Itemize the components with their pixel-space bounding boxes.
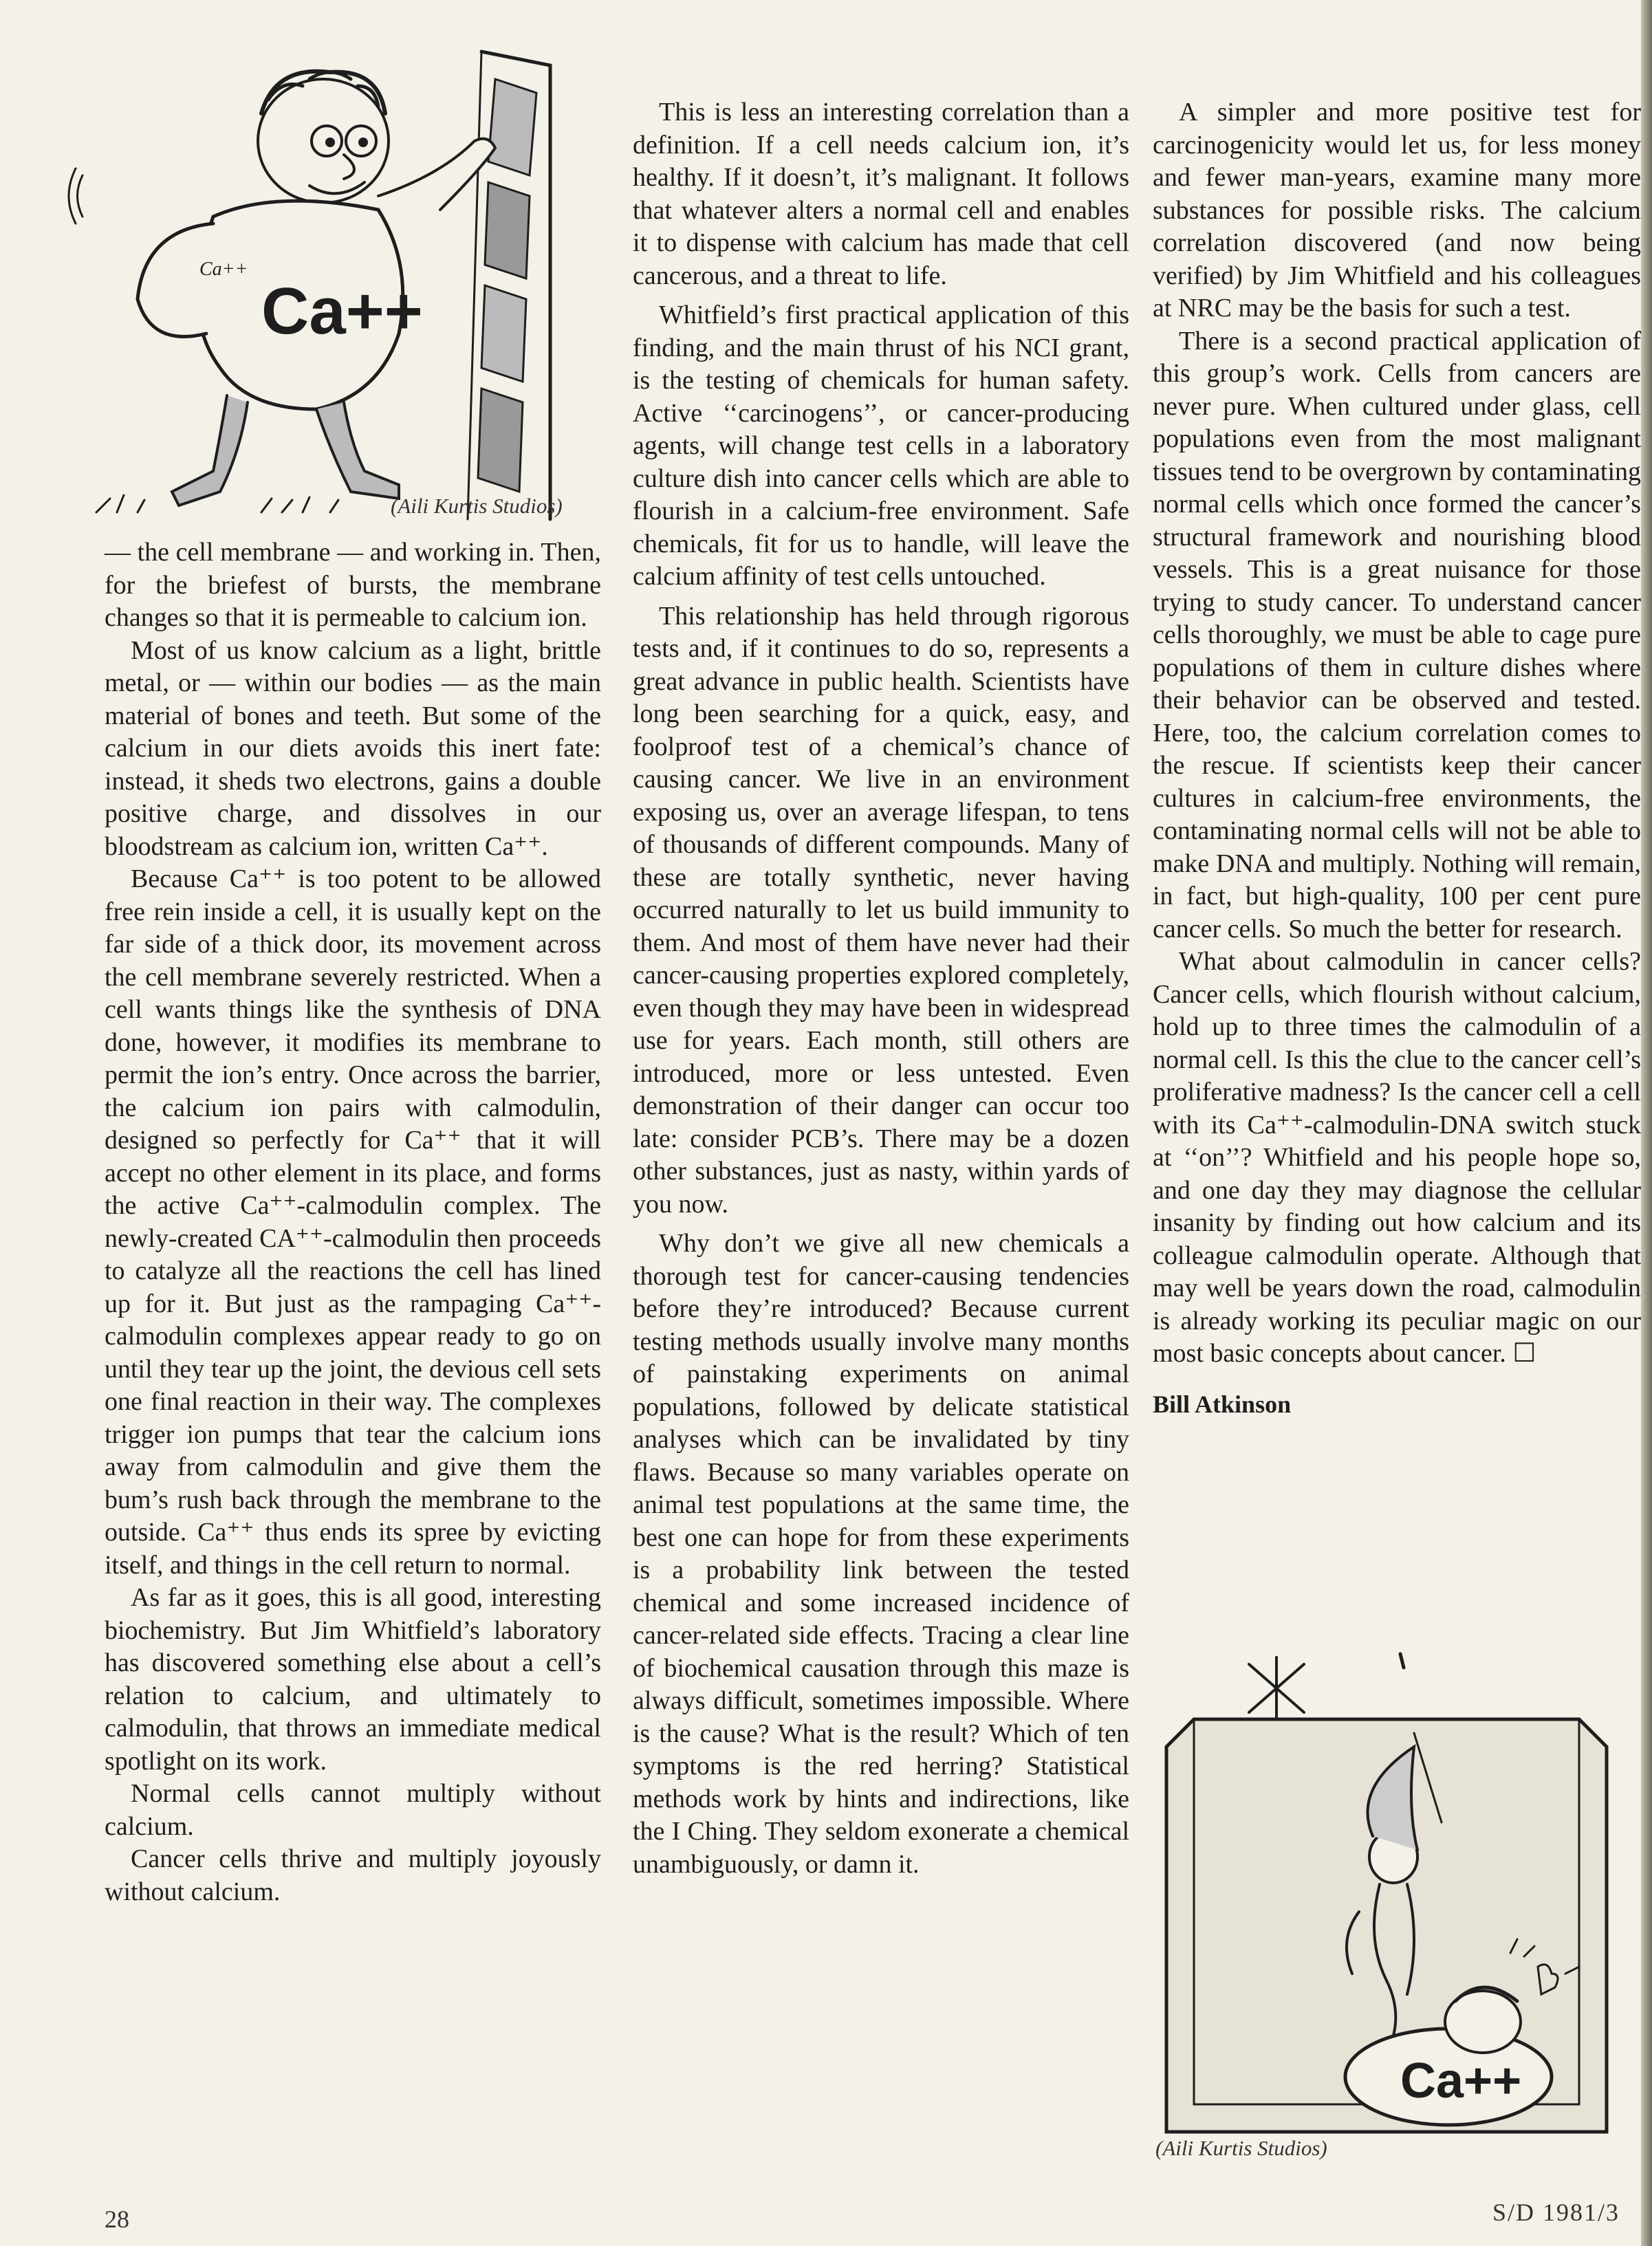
illustration-ca-label: Ca++ xyxy=(261,274,423,348)
paragraph: Normal cells cannot multiply without calcium. xyxy=(105,1779,601,1841)
paragraph: Whitfield’s first practical application of this finding, and the main thrust of his NCI grant, is the testing of chemicals for human safety. Active ‘‘carcinogens’’, or cancer-producing agents, will change test cells in a laboratory culture dish into cancer cells which are able to flourish in a calcium-free environment. Safe chemicals, fit for us to handle, will leave the calcium affinity of test cells untouched. xyxy=(633,301,1129,591)
article-column-1 xyxy=(105,536,601,1908)
illustration-ca-strongman xyxy=(55,38,605,526)
paragraph: Cancer cells thrive and multiply joyously without calcium. xyxy=(105,1844,601,1906)
illustration-credit-bottom: (Aili Kurtis Studios) xyxy=(1155,2136,1327,2160)
page-number: 28 xyxy=(105,2205,129,2233)
illustration-ca-small-label: Ca++ xyxy=(199,259,248,280)
article-column-3 xyxy=(1153,96,1641,1421)
illustration-credit-top: (Aili Kurtis Studios) xyxy=(391,494,563,518)
paragraph: As far as it goes, this is all good, interesting biochemistry. But Jim Whitfield’s laboratory has discovered something else about a cell’s relation to calcium, and ultimately to calmodulin, that throws an immediate medical spotlight on its work. xyxy=(105,1583,601,1776)
paragraph: Because Ca⁺⁺ is too potent to be allowed free rein inside a cell, it is usually kept on the far side of a thick door, its movement across the cell membrane severely restricted. When a cell wants things like the synthesis of DNA done, however, it modifies its membrane to permit the ion’s entry. Once across the barrier, the calcium ion pairs with calmodulin, designed so perfectly for Ca⁺⁺ that it will accept no other element in its place, and forms the active Ca⁺⁺-calmodulin complex. The newly-created CA⁺⁺-calmodulin then proceeds to catalyze all the reactions the cell has lined up for it. But just as the rampaging Ca⁺⁺-calmodulin complexes appear ready to go on until they tear up the joint, the devious cell sets one final reaction in their way. The complexes trigger ion pumps that tear the calcium ions away from calmodulin and give them the bum’s rush back through the membrane to the outside. Ca⁺⁺ thus ends its spree by evicting itself, and things in the cell return to normal. xyxy=(105,864,601,1580)
illustration-ca-label-2: Ca++ xyxy=(1400,2053,1522,2108)
illustration-ca-fairy xyxy=(1153,1650,1634,2180)
page-edge-shadow xyxy=(1641,0,1652,2246)
paragraph: There is a second practical application of this group’s work. Cells from cancers are never pure. When cultured under glass, cell populations even from the most malignant tissues tend to be overgrown by contaminating normal cells which once formed the cancer’s structural framework and nourishing blood vessels. This is a great nuisance for those trying to study cancer. To understand cancer cells thoroughly, we must be able to cage pure populations of them in culture dishes where their behavior can be observed and tested. Here, too, the calcium correlation comes to the rescue. If scientists keep their cancer cultures in calcium-free environments, the contaminating normal cells will not be able to make DNA and multiply. Nothing will remain, in fact, but high-quality, 100 per cent pure cancer cells. So much the better for research. xyxy=(1153,326,1641,944)
author-byline: Bill Atkinson xyxy=(1153,1390,1292,1418)
paragraph: Most of us know calcium as a light, brittle metal, or — within our bodies — as the main material of bones and teeth. But some of the calcium in our diets avoids this inert fate: instead, it sheds two electrons, gains a double positive charge, and dissolves in our bloodstream as calcium ion, written Ca⁺⁺. xyxy=(105,635,601,861)
paragraph: Why don’t we give all new chemicals a thorough test for cancer-causing tendencies before they’re introduced? Because current testing methods usually involve many months of painstaking experiments on animal populations, followed by delicate statistical analyses which can be invalidated by tiny flaws. Because so many variables operate on animal test populations at the same time, the best one can hope for from these experiments is a probability link between the tested chemical and some increased incidence of cancer-related side effects. Tracing a clear line of biochemical causation through this maze is always difficult, sometimes impossible. Where is the cause? What is the result? Which of ten symptoms is the red herring? Statistical methods work by hints and indirections, like the I Ching. They seldom exonerate a chemical unambiguously, or damn it. xyxy=(633,1229,1129,1879)
paragraph: — the cell membrane — and working in. Then, for the briefest of bursts, the membrane changes so that it is permeable to calcium ion. xyxy=(105,538,601,632)
paragraph: A simpler and more positive test for carcinogenicity would let us, for less money and fewer man-years, examine many more substances for possible risks. The calcium correlation discovered (and now being verified) by Jim Whitfield and his colleagues at NRC may be the basis for such a test. xyxy=(1153,98,1641,323)
paragraph: What about calmodulin in cancer cells? Cancer cells, which flourish without calcium, hold up to three times the calmodulin of a normal cell. Is this the clue to the cancer cell’s proliferative madness? Is the cancer cell a cell with its Ca⁺⁺-calmodulin-DNA switch stuck at ‘‘on’’? Whitfield and his people hope so, and one day they may diagnose the cellular insanity by finding out how calcium and its colleague calmodulin operate. Although that may well be years down the road, calmodulin is already working its peculiar magic on our most basic concepts about cancer. ☐ xyxy=(1153,947,1641,1368)
paragraph: This is less an interesting correlation than a definition. If a cell needs calcium ion, it’s healthy. If it doesn’t, it’s malignant. It follows that whatever alters a normal cell and enables it to dispense with calcium has made that cell cancerous, and a threat to life. xyxy=(633,98,1129,290)
issue-label: S/D 1981/3 xyxy=(1492,2199,1620,2226)
paragraph: This relationship has held through rigorous tests and, if it continues to do so, represents a great advance in public health. Scientists have long been searching for a quick, easy, and foolproof test of a chemical’s chance of causing cancer. We live in an environment exposing us, over an average lifespan, to tens of thousands of different compounds. Many of these are totally synthetic, never having occurred naturally to let us build immunity to them. And most of them have never had their cancer-causing properties explored completely, even though they may have been in widespread use for years. Each month, still others are introduced, more or less untested. Even demonstration of their danger can occur too late: consider PCB’s. There may be a dozen other substances, just as nasty, within yards of you now. xyxy=(633,601,1129,1219)
article-column-2 xyxy=(633,96,1129,1881)
